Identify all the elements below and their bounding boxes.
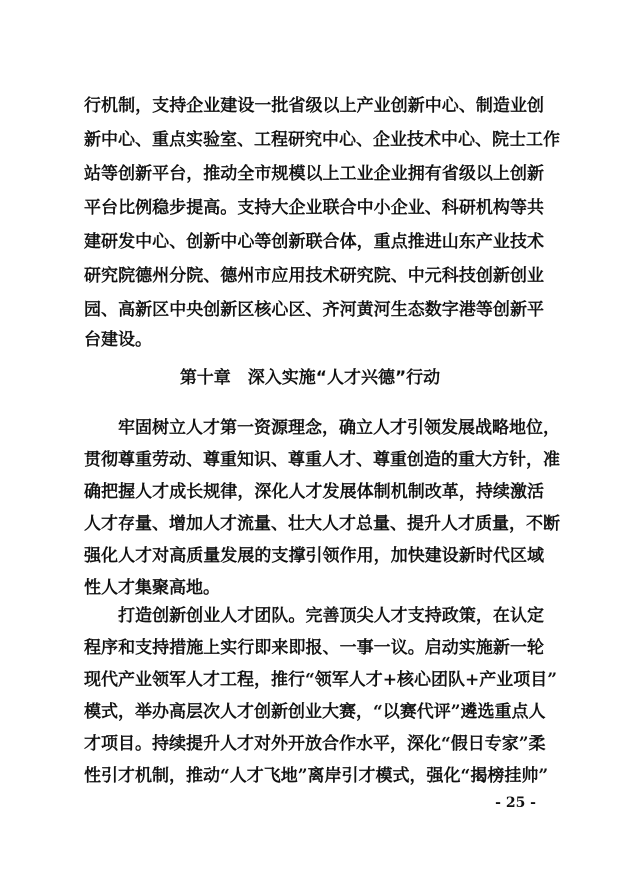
page-number: - 25 - bbox=[495, 795, 536, 811]
text-line: 性人才集聚高地。 bbox=[84, 578, 220, 598]
text-line: 行机制，支持企业建设一批省级以上产业创新中心、制造业创 bbox=[84, 96, 544, 116]
text-line: 台建设。 bbox=[84, 330, 152, 350]
text-line: 牢固树立人才第一资源理念，确立人才引领发展战略地位， bbox=[118, 418, 560, 438]
text-line: 新中心、重点实验室、工程研究中心、企业技术中心、院士工作 bbox=[84, 130, 560, 150]
text-line: 程序和支持措施上实行即来即报、一事一议。启动实施新一轮 bbox=[84, 638, 544, 658]
text-line: 平台比例稳步提高。支持大企业联合中小企业、科研机构等共 bbox=[84, 198, 544, 218]
text-line: 性引才机制，推动“人才飞地”离岸引才模式，强化“揭榜挂帅” bbox=[84, 766, 549, 786]
text-line: 站等创新平台，推动全市规模以上工业企业拥有省级以上创新 bbox=[84, 164, 544, 184]
text-line: 研究院德州分院、德州市应用技术研究院、中元科技创新创业 bbox=[84, 266, 544, 286]
text-line: 人才存量、增加人才流量、壮大人才总量、提升人才质量，不断 bbox=[84, 514, 560, 534]
text-line: 贯彻尊重劳动、尊重知识、尊重人才、尊重创造的重大方针，准 bbox=[84, 450, 560, 470]
text-line: 模式，举办高层次人才创新创业大赛，“以赛代评”遴选重点人 bbox=[84, 702, 546, 722]
text-line: 确把握人才成长规律，深化人才发展体制机制改革，持续激活 bbox=[84, 482, 544, 502]
chapter-title: 第十章 深入实施“人才兴德”行动 bbox=[179, 368, 441, 388]
text-line: 强化人才对高质量发展的支撑引领作用，加快建设新时代区域 bbox=[84, 546, 544, 566]
text-line: 园、高新区中央创新区核心区、齐河黄河生态数字港等创新平 bbox=[84, 300, 544, 320]
text-line: 才项目。持续提升人才对外开放合作水平，深化“假日专家”柔 bbox=[84, 734, 546, 754]
text-line: 现代产业领军人才工程，推行“领军人才+核心团队+产业项目” bbox=[84, 670, 558, 690]
text-line: 打造创新创业人才团队。完善顶尖人才支持政策，在认定 bbox=[118, 606, 544, 626]
text-line: 建研发中心、创新中心等创新联合体，重点推进山东产业技术 bbox=[84, 232, 544, 252]
